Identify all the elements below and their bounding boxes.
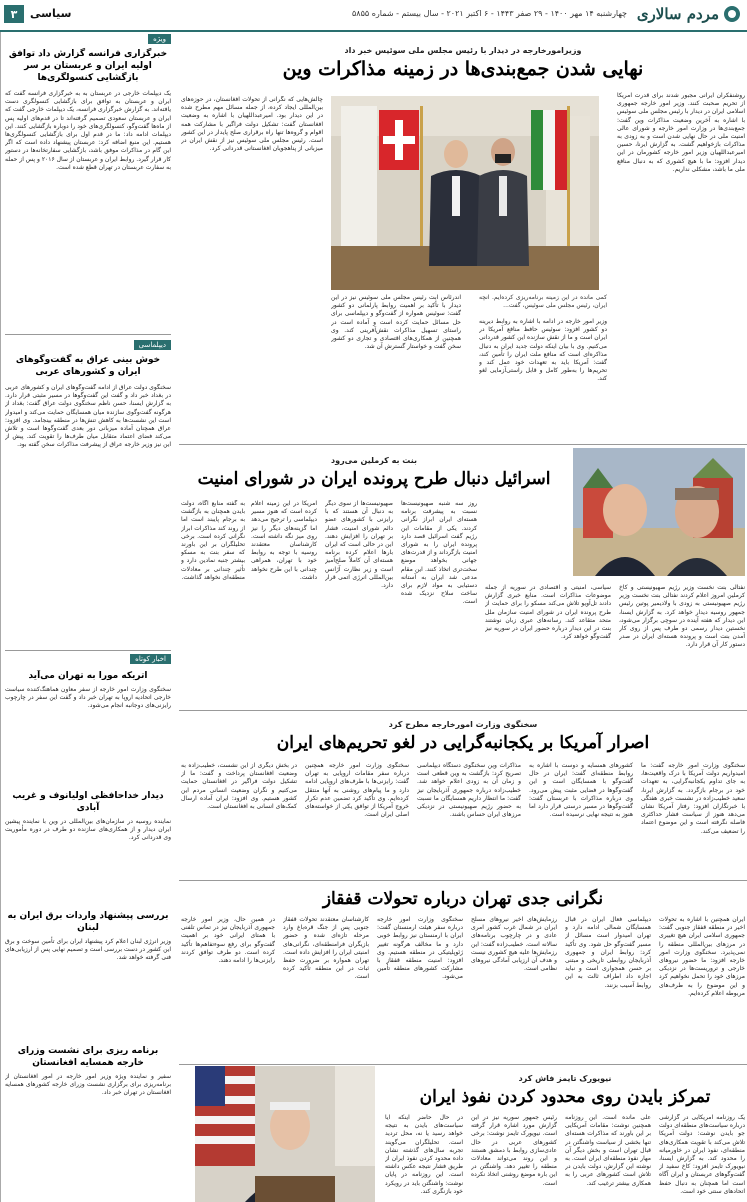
article-column: در حال حاضر اینکه آیا سیاست‌های بایدن به نتیجه خواهد رسید یا نه، محل تردید است. تحلیلگران می‌گویند تجربه سال‌های گذشته نشان داده محدود کردن نفوذ ایران از طریق فشار نتیجه عکس داشته است. این روزنامه در پایان نوشت: واشنگتن باید در رویکرد خود بازنگری کند. [385,1114,463,1195]
article-kicker: وزیرامورخارجه در دیدار با رئیس مجلس ملی سوئیس خبر داد [344,46,582,55]
article-column: مذاکرات وین سخنگوی دستگاه دیپلماسی تصریح کرد: بازگشت به وین قطعی است و زمان آن به زودی اعلام خواهد شد. خطیب‌زاده درباره جمهوری آذربایجان نیز گفت: ما انتظار داریم همسایگان ما نسبت به حضور رژیم صهیونیستی در نزدیکی مرزهای ایران حساس باشند. [417,762,521,819]
article-column: سخنگوی وزارت امور خارجه درباره سفر هیئت ارمنستان گفت: ایران با ارمنستان نیز روابط خوبی دارد و ما مخالف هرگونه تغییر ژئوپلیتیکی در منطقه هستیم. وی افزود: امنیت منطقه قفقاز با مشارکت کشورهای منطقه تأمین می‌شود. [377,916,463,981]
diplomats-photo [331,96,599,290]
sidebar-title: خبرگزاری فرانسه گزارش داد توافق اولیه ایران و عربستان بر سر بازگشایی کنسولگری‌ها [8,49,168,83]
divider [179,1064,747,1065]
article-column: رئیس جمهور سوریه نیز در این گزارش مورد اشاره قرار گرفته است. نیویورک تایمز نوشت: برخی کشورهای عربی در حال عادی‌سازی روابط با دمشق هستند و این روند می‌تواند معادلات منطقه را تغییر دهد. واشنگتن در این باره موضع روشنی اتخاذ نکرده است. [471,1114,557,1187]
article-column: صهیونیست‌ها از سوی دیگر به دنبال آن هستند که با رایزنی با کشورهای عضو دائم شورای امنیت، فشار بر تهران را افزایش دهند. این در حالی است که ایران بارها اعلام کرده برنامه هسته‌ای آن کاملاً صلح‌آمیز است و زیر نظارت آژانس بین‌المللی انرژی اتمی قرار دارد. [325,500,393,590]
news-title: اتریکه مورا به تهران می‌آید [28,671,148,681]
article-kicker: نیویورک تایمز فاش کرد [518,1074,612,1083]
list-item [5,1045,171,1185]
article-kicker: بنت به کرملین می‌رود [331,456,417,465]
article-photo [331,96,599,290]
article-column: در همین حال، وزیر امور خارجه جمهوری آذربایجان نیز در تماس تلفنی با همتای ایرانی خود بر اهمیت گفت‌وگو برای رفع سوءتفاهم‌ها تأکید کرده است. دو طرف توافق کردند رایزنی‌ها را ادامه دهند. [181,916,275,965]
sidebar-title: خوش بینی عراق به گفت‌وگوهای ایران و کشورهای عربی [15,355,161,377]
article-biden [179,1066,747,1202]
main-content [179,32,747,1202]
article-column: سیاسی، امنیتی و اقتصادی در سوریه از جمله موضوعات مذاکرات است. منابع خبری گزارش دادند تل‌آویو تلاش می‌کند مسکو را برای حمایت از طرح پرونده ایران در شورای امنیت سازمان ملل متحد متقاعد کند. رسانه‌های عبری زبان نوشتند بنت در این دیدار درباره حضور ایران در سوریه نیز گفت‌وگو خواهد کرد. [485,584,611,641]
article-column: علی مانده است. این روزنامه همچنین نوشت: مقامات آمریکایی بر این باورند که مذاکرات هسته‌ای تنها بخشی از سیاست واشنگتن در قبال تهران است و بخش دیگر آن مهار نفوذ منطقه‌ای ایران است. به نوشته این گزارش، دولت بایدن در تلاش است کشورهای عربی را به همکاری بیشتر ترغیب کند. [565,1114,651,1187]
page-number: ۳ [4,5,24,23]
article-column: آندرئاس آبت رئیس مجلس ملی سوئیس نیز در این دیدار با تأکید بر اهمیت روابط پارلمانی دو کشور گفت: سوئیس همواره از گفت‌وگو و دیپلماسی برای حل مسائل حمایت کرده است و آماده است در راستای تسهیل مذاکرات نقش‌آفرینی کند. وی همچنین از همکاری‌های اقتصادی و تجاری دو کشور سخن گفت و خواستار گسترش آن شد. [331,294,461,351]
sidebar-box-1 [5,34,171,334]
article-headline: نگرانی جدی تهران درباره تحولات قفقاز [322,889,604,909]
leaders-photo [573,448,745,576]
page-header [0,0,747,32]
divider [179,880,747,881]
article-headline: نهایی شدن جمع‌بندی‌ها در زمینه مذاکرات وین [282,58,644,80]
article-column: آمریکا در این زمینه اعلام کرده است که هنوز مسیر دیپلماسی را ترجیح می‌دهد اما گزینه‌های دیگر را نیز روی میز نگه داشته است. کارشناسان معتقدند روسیه با توجه به روابط خود با تهران، همراهی چندانی با این طرح نخواهد داشت. [251,500,317,581]
president-photo [195,1066,375,1202]
newspaper-emblem-icon [723,5,741,23]
sidebar-tag: دیپلماسی [134,340,171,350]
list-item [5,670,171,790]
article-column: دیپلماسی فعال ایران در قبال همسایگان شمالی ادامه دارد و تهران امیدوار است مسائل از مسیر گفت‌وگو حل شود. وی تأکید کرد: روابط ایران و جمهوری آذربایجان روابطی تاریخی و مبتنی بر حسن همجواری است و نباید اجازه داد اطراف ثالث به این روابط آسیب بزنند. [565,916,651,989]
article-column: نفتالی بنت نخست وزیر رژیم صهیونیستی و کاخ کرملین امروز اعلام کردند نفتالی بنت نخست وزیر رژیم صهیونیستی به زودی با ولادیمیر پوتین رئیس جمهور روسیه دیدار خواهد کرد. به گزارش ایسنا، این دیدار که هفته آینده در سوچی برگزار می‌شود، نخستین دیدار رسمی دو طرف پس از روی کار آمدن بنت است و پرونده هسته‌ای ایران در صدر دستور کار آن قرار دارد. [619,584,745,649]
news-body: وزیر انرژی لبنان اعلام کرد پیشنهاد ایران برای تأمین سوخت و برق این کشور در دست بررسی است و تصمیم نهایی پس از ارزیابی‌های فنی گرفته خواهد شد. [5,938,171,962]
logo-text: مردم سالاری [636,5,719,23]
section-label: سیاسی [30,7,72,20]
news-title: دیدار خداحافظی اولیانوف و غریب آبادی [12,791,164,813]
article-column: کارشناسان معتقدند تحولات قفقاز جنوبی پس از جنگ قره‌باغ وارد مرحله تازه‌ای شده و حضور بازیگران فرامنطقه‌ای، نگرانی‌های امنیتی ایران را افزایش داده است. تهران همواره بر ضرورت حفظ ثبات در این منطقه تأکید کرده است. [283,916,369,981]
article-kicker: سخنگوی وزارت امورخارجه مطرح کرد [388,720,538,729]
news-title: بررسی پیشنهاد واردات برق ایران به لبنان [7,911,169,933]
sidebar-box-3 [5,654,171,1194]
list-item [5,910,171,1045]
divider [179,710,747,711]
article-lead [179,32,747,442]
news-body: نماینده روسیه در سازمان‌های بین‌المللی در وین با نماینده پیشین ایران دیدار و از همکاری‌های سازنده دو طرف در دوره مأموریت وی قدردانی کرد. [5,818,171,842]
article-column: روشنفکران ایرانی مجبور شدند برای قدرت آمریکا از تحریم صحبت کنند. وزیر امور خارجه جمهوری اسلامی ایران در دیدار با رئیس مجلس ملی سوئیس با اشاره به آخرین وضعیت مذاکرات وین گفت: جمع‌بندی‌ها در وزارت امور خارجه و شورای عالی امنیت ملی در حال نهایی شدن است و به زودی به مذاکرات بازخواهیم گشت. به گزارش ایرنا، حسین امیرعبداللهیان وزیر امور خارجه کشورمان در این دیدار افزود: ما با هیچ کشوری که به دنبال منافع ملی ما باشد، مشکلی نداریم. [617,92,745,173]
sidebar [0,32,176,1202]
article-column: رزمایش‌های اخیر نیروهای مسلح ایران در شمال غرب کشور امری عادی و در چارچوب برنامه‌های سالانه است. خطیب‌زاده گفت: این رزمایش‌ها علیه هیچ کشوری نیست و هدف آن ارزیابی آمادگی نیروهای نظامی است. [471,916,557,973]
date-line: چهارشنبه ۱۴ مهر ۱۴۰۰ - ۲۹ صفر ۱۴۴۳ - ۶ اکتبر ۲۰۲۱ - سال بیستم - شماره ۵۸۵۵ [351,9,627,18]
article-column: چالش‌هایی که نگرانی از تحولات افغانستان، در حوزه‌های بین‌المللی ایجاد کرده، از جمله مسائل مهم مطرح شده در این دیدار بود. امیرعبداللهیان با اشاره به وضعیت افغانستان گفت: تشکیل دولت فراگیر با مشارکت همه اقوام و گروه‌ها تنها راه برقراری صلح پایدار در این کشور است. رئیس مجلس ملی سوئیس نیز از نقش ایران در میزبانی از پناهجویان افغانستانی قدردانی کرد. [181,96,323,153]
article-column: در بخش دیگری از این نشست، خطیب‌زاده به وضعیت افغانستان پرداخت و گفت: ما از تشکیل دولت فراگیر در افغانستان حمایت می‌کنیم و نگران وضعیت انسانی مردم این کشور هستیم. وی افزود: ایران آماده ارسال کمک‌های انسانی به افغانستان است. [181,762,297,811]
sidebar-tag: اخبار کوتاه [130,654,171,664]
article-column: کشورهای همسایه و دوست با اشاره به روابط منطقه‌ای گفت: ایران در حال گفت‌وگو با همسایگان است و این گفت‌وگوها در فضایی مثبت پیش می‌رود. وی درباره مذاکرات با عربستان گفت: گفت‌وگوها در مسیر درستی قرار دارد اما هنوز به نتیجه نهایی نرسیده است. [529,762,633,819]
divider [5,334,171,335]
article-caucasus [179,882,747,1062]
sidebar-body: سخنگوی دولت عراق از ادامه گفت‌وگوهای ایران و کشورهای عربی در بغداد خبر داد و گفت این گفت‌وگوها در مسیر مثبتی قرار دارد. به گزارش ایسنا، حسن ناظم سخنگوی دولت عراق گفت: بغداد از هرگونه گفت‌وگوی سازنده میان همسایگان حمایت می‌کند و امیدوار است این نشست‌ها به کاهش تنش‌ها در منطقه بینجامد. وی افزود: عراق همچنان آماده میزبانی دور بعدی گفت‌وگوها است و تلاش می‌کند فضای اعتماد متقابل میان طرف‌ها را تقویت کند. پیش از این نیز وزیر خارجه عراق از پیشرفت مذاکرات سخن گفته بود. [5,384,171,449]
article-headline: تمرکز بایدن روی محدود کردن نفوذ ایران [419,1087,711,1107]
article-column: سخنگوی وزارت امور خارجه گفت: ما امیدواریم دولت آمریکا با درک واقعیت‌ها، به جای تداوم یکجانبه‌گرایی، به تعهدات خود در برجام بازگردد. به گزارش ایرنا، سعید خطیب‌زاده در نشست خبری هفتگی با خبرنگاران افزود: رفتار آمریکا نشان می‌دهد هنوز از سیاست فشار حداکثری فاصله نگرفته است و این موضوع اعتماد را تضعیف می‌کند. [641,762,745,835]
divider [5,650,171,651]
photo-caption: کمی مانده در این زمینه برنامه‌ریزی کرده‌ایم. آنچه ایران، رئیس مجلس ملی سوئیس، گفت... [479,294,607,309]
article-column: وزیر امور خارجه در ادامه با اشاره به روابط دیرینه دو کشور افزود: سوئیس حافظ منافع آمریکا در ایران است و ما از نقش سازنده این کشور قدردانی می‌کنیم. وی با بیان اینکه دولت جدید ایران به دنبال مذاکره‌ای است که منافع ملت ایران را تأمین کند، گفت: آمریکا باید به تعهدات خود عمل کند و تحریم‌ها را به‌طور کامل و قابل راستی‌آزمایی لغو کند. [479,318,607,383]
sidebar-body: یک دیپلمات خارجی در عربستان به به خبرگزاری فرانسه گفت که ایران و عربستان به توافق برای بازگشایی کنسولگری دست یافته‌اند. به گزارش خبرگزاری فرانسه، یک دیپلمات خارجی گفت که ایران و عربستان سعودی تصمیم گرفته‌اند تا در قدم‌های اولیه پس از ماه‌ها گفت‌وگو، کنسولگری‌های خود را دوباره بازگشایی کنند. این دیپلمات ادامه داد: ما در قدم اول برای بازگشایی کنسولگری‌ها هستیم. این منبع اضافه کرد: عربستان پیشنهاد داده است که اگر این گام در مذاکرات موفق باشد، بازگشایی سفارتخانه‌ها در دستور کار قرار گیرد. روابط ایران و عربستان از سال ۲۰۱۶ و پس از حمله به سفارت عربستان در تهران قطع شده است. [5,90,171,171]
article-headline: اصرار آمریکا بر یکجانبه‌گرایی در لغو تحریم‌های ایران [276,733,650,753]
article-photo [573,448,745,576]
sidebar-tag: ویژه [148,34,171,44]
news-title: برنامه ریزی برای نشست وزرای خارجه همسایه افغانستان [17,1046,159,1068]
news-body: سخنگوی وزارت امور خارجه از سفر معاون هماهنگ‌کننده سیاست خارجی اتحادیه اروپا به تهران خبر داد و گفت این سفر در چارچوب رایزنی‌های دوجانبه انجام می‌شود. [5,686,171,710]
article-column: ایران همچنین با اشاره به تحولات اخیر در منطقه قفقاز جنوبی گفت: جمهوری اسلامی ایران هیچ تغییری در مرزهای بین‌المللی منطقه را نمی‌پذیرد. سخنگوی وزارت امور خارجه افزود: ما حضور نیروهای خارجی و تروریست‌ها در نزدیکی مرزهای خود را تحمل نخواهیم کرد و این موضوع را به طرف‌های مربوطه اعلام کرده‌ایم. [659,916,745,997]
list-item [5,790,171,910]
short-news-list [5,670,171,1185]
article-column: روز سه شنبه صهیونیست‌ها نسبت به پیشرفت برنامه هسته‌ای ایران ابراز نگرانی کردند. یکی از مقامات این رژیم گفت اسرائیل قصد دارد پرونده ایران را به شورای امنیت بازگرداند و از قدرت‌های جهانی بخواهد موضع سخت‌تری اتخاذ کنند. این مقام مدعی شد ایران به آستانه دستیابی به مواد لازم برای ساخت سلاح نزدیک شده است. [401,500,477,606]
news-body: سفیر و نماینده ویژه وزیر امور خارجه در امور افغانستان از برنامه‌ریزی برای برگزاری نشست وزرای خارجه کشورهای همسایه افغانستان در تهران خبر داد. [5,1073,171,1097]
masthead-logo [637,2,741,26]
article-us-sanctions [179,712,747,878]
article-headline: اسرائیل دنبال طرح پرونده ایران در شورای امنیت [197,469,551,489]
sidebar-box-2 [5,340,171,640]
article-israel [179,446,747,708]
divider [179,444,747,445]
article-column: یک روزنامه آمریکایی در گزارشی درباره سیاست‌های منطقه‌ای دولت جو بایدن نوشت: دولت آمریکا تلاش می‌کند با تقویت همکاری‌های منطقه‌ای، نفوذ ایران در خاورمیانه را محدود کند. به گزارش ایسنا، نیویورک تایمز افزود: کاخ سفید از گفت‌وگوهای عربستان و ایران آگاه است اما همچنان به دنبال حفظ اتحادهای سنتی خود است. [659,1114,745,1195]
article-column: سخنگوی وزارت امور خارجه همچنین درباره سفر مقامات اروپایی به تهران گفت: رایزنی‌ها با طرف‌های اروپایی ادامه دارد و ما پیام‌های روشنی به آنها منتقل کرده‌ایم. وی تأکید کرد تضمین عدم تکرار خروج آمریکا از توافق یکی از خواسته‌های اصلی ایران است. [305,762,409,819]
article-column: به گفته منابع آگاه، دولت بایدن همچنان به بازگشت به برجام پایبند است اما از روند کند مذاکرات ابراز نگرانی کرده است. برخی تحلیلگران بر این باورند که سفر بنت به مسکو بیشتر جنبه نمادین دارد و تأثیر چندانی بر معادلات منطقه‌ای نخواهد گذاشت. [181,500,245,581]
article-photo [195,1066,375,1202]
